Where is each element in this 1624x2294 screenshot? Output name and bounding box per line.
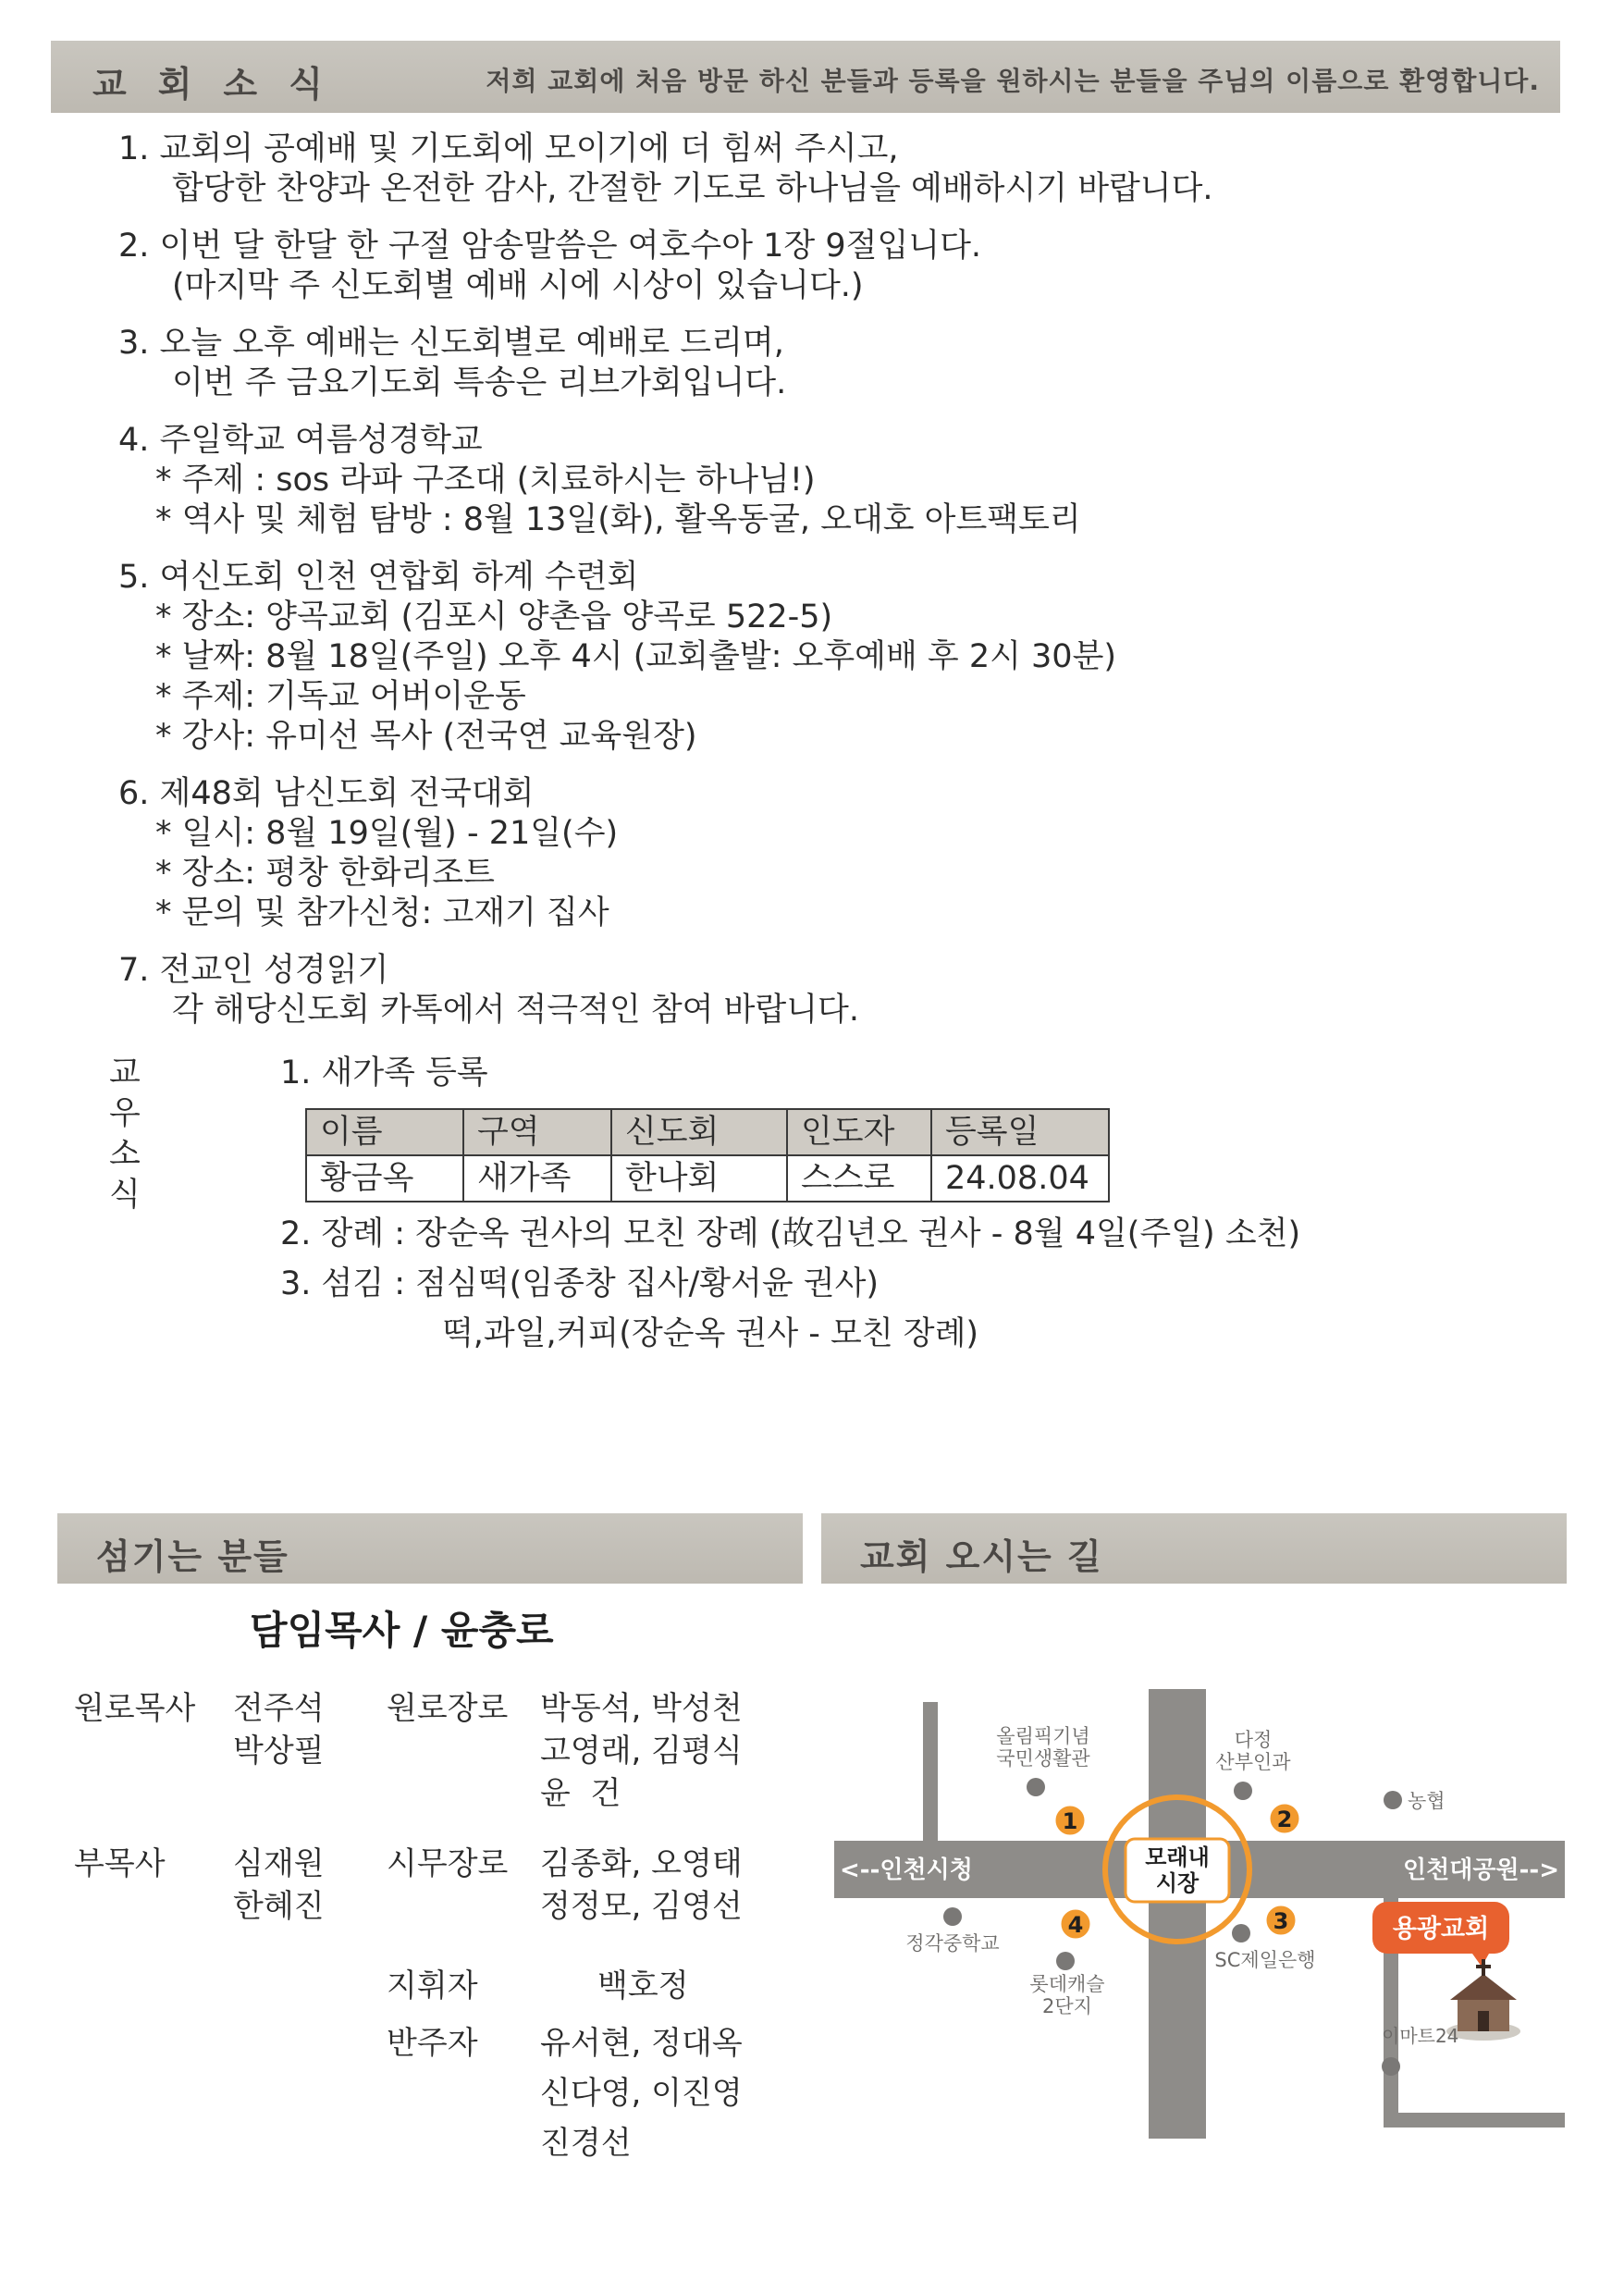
notice-continuation: 합당한 찬양과 온전한 감사, 간절한 기도로 하나님을 예배하시기 바랍니다. — [172, 170, 1213, 207]
notice-bullet: * 문의 및 참가신청: 고재기 집사 — [155, 894, 609, 931]
role-name: 김종화, 오영태 — [540, 1845, 743, 1882]
role-name: 박상필 — [233, 1733, 325, 1770]
poi-label: 정각중학교 — [905, 1932, 1000, 1955]
directions-band — [821, 1513, 1567, 1584]
funeral-notice: 2. 장례 : 장순옥 권사의 모친 장례 (故김년오 권사 - 8월 4일(주일) 소천) — [280, 1215, 1301, 1252]
side-road-bottom — [1384, 2113, 1565, 2128]
table-cell: 24.08.04 — [931, 1155, 1109, 1202]
directions-map — [834, 1689, 1565, 2139]
poi-label: 올림픽기념 — [996, 1725, 1090, 1747]
new-family-table — [305, 1108, 1110, 1202]
notice-bullet: * 장소: 평창 한화리조트 — [155, 855, 495, 892]
notice-heading: 2. 이번 달 한달 한 구절 암송말씀은 여호수아 1장 9절입니다. — [118, 228, 982, 265]
table-header-row — [306, 1109, 1109, 1155]
members-news-label: 교우소식 — [109, 1054, 141, 1214]
poi-dot — [1234, 1782, 1252, 1800]
notice-item — [118, 227, 1506, 306]
role-label: 원로목사 — [74, 1690, 196, 1727]
east-road-label: 인천대공원--> — [1403, 1856, 1559, 1884]
market-label: 시장 — [1155, 1870, 1200, 1896]
side-road-nw — [923, 1702, 938, 1841]
notice-heading: 7. 전교인 성경읽기 — [118, 952, 389, 989]
poi-label: 농협 — [1408, 1790, 1446, 1812]
notice-heading: 3. 오늘 오후 예배는 신도회별로 예배로 드리며, — [118, 325, 784, 362]
poi-dot — [1056, 1952, 1075, 1970]
exit-number: 1 — [1062, 1808, 1078, 1834]
notice-bullet: * 일시: 8월 19일(월) - 21일(수) — [155, 815, 619, 852]
notice-heading: 5. 여신도회 인천 연합회 하계 수련회 — [118, 559, 639, 596]
notice-list — [118, 130, 1506, 1048]
section-title: 교회소식 — [92, 64, 354, 105]
poi-label: 이마트24 — [1382, 2025, 1459, 2047]
poi-label: 롯데캐슬 — [1029, 1973, 1105, 1995]
role-name: 유서현, 정대옥 — [540, 2025, 743, 2062]
staff-band — [57, 1513, 803, 1584]
poi-label: 2단지 — [1042, 1995, 1092, 2017]
notice-heading: 6. 제48회 남신도회 전국대회 — [118, 775, 535, 812]
table-header-cell: 인도자 — [787, 1109, 931, 1155]
role-label: 원로장로 — [387, 1690, 509, 1727]
exit-number: 3 — [1273, 1908, 1289, 1934]
poi-dot — [1027, 1778, 1045, 1796]
poi-dot — [1384, 1791, 1402, 1809]
role-name: 심재원 — [233, 1845, 325, 1882]
notice-item — [118, 558, 1506, 757]
table-cell: 황금옥 — [306, 1155, 463, 1202]
role-name: 윤 건 — [540, 1775, 621, 1812]
notice-continuation: 이번 주 금요기도회 특송은 리브가회입니다. — [172, 364, 787, 401]
poi-dot — [1232, 1924, 1250, 1942]
notice-item — [118, 130, 1506, 209]
notice-bullet: * 장소: 양곡교회 (김포시 양촌읍 양곡로 522-5) — [155, 598, 833, 635]
role-label: 부목사 — [74, 1845, 166, 1882]
role-label: 시무장로 — [387, 1845, 509, 1882]
notice-bullet: * 강사: 유미선 목사 (전국연 교육원장) — [155, 718, 697, 755]
role-name: 박동석, 박성천 — [540, 1690, 743, 1727]
notice-bullet: * 역사 및 체험 탐방 : 8월 13일(화), 활옥동굴, 오대호 아트팩토리 — [155, 501, 1081, 538]
notice-heading: 4. 주일학교 여름성경학교 — [118, 422, 483, 459]
new-family-heading: 1. 새가족 등록 — [280, 1054, 488, 1092]
role-name: 전주석 — [233, 1690, 325, 1727]
notice-continuation: 각 해당신도회 카톡에서 적극적인 참여 바랍니다. — [172, 992, 859, 1029]
welcome-message: 저희 교회에 처음 방문 하신 분들과 등록을 원하시는 분들을 주님의 이름으로 환영합니다. — [486, 66, 1540, 96]
role-name: 백호정 — [597, 1967, 689, 2004]
notice-bullet: * 주제 : sos 라파 구조대 (치료하시는 하나님!) — [155, 462, 816, 499]
role-name: 고영래, 김평식 — [540, 1733, 743, 1770]
exit-number: 2 — [1276, 1807, 1293, 1832]
notice-bullet: * 날짜: 8월 18일(주일) 오후 4시 (교회출발: 오후예배 후 2시 30분) — [155, 638, 1117, 675]
west-road-label: <--인천시청 — [840, 1856, 973, 1884]
table-cell: 한나회 — [611, 1155, 787, 1202]
notice-heading: 1. 교회의 공예배 및 기도회에 모이기에 더 힘써 주시고, — [118, 130, 899, 167]
service-notice: 3. 섬김 : 점심떡(임종창 집사/황서윤 권사) — [280, 1265, 880, 1302]
poi-label: 산부인과 — [1215, 1751, 1291, 1773]
notice-continuation: (마지막 주 신도회별 예배 시에 시상이 있습니다.) — [172, 267, 864, 304]
poi-label: 국민생활관 — [996, 1747, 1090, 1770]
church-label: 용광교회 — [1392, 1915, 1490, 1943]
church-badge-pointer — [1472, 1954, 1489, 1967]
staff-heading: 섬기는 분들 — [96, 1536, 289, 1577]
table-header-cell: 등록일 — [931, 1109, 1109, 1155]
directions-heading: 교회 오시는 길 — [860, 1536, 1103, 1577]
role-name: 정정모, 김영선 — [540, 1888, 743, 1925]
role-name: 진경선 — [540, 2125, 632, 2162]
table-cell: 스스로 — [787, 1155, 931, 1202]
senior-pastor: 담임목사 / 윤충로 — [250, 1608, 554, 1653]
poi-dot — [1382, 2057, 1400, 2076]
notice-item — [118, 951, 1506, 1030]
table-header-cell: 구역 — [463, 1109, 611, 1155]
market-label: 모래내 — [1145, 1844, 1210, 1870]
poi-dot — [943, 1907, 962, 1926]
poi-label: 다정 — [1234, 1729, 1273, 1751]
exit-number: 4 — [1067, 1912, 1084, 1938]
notice-bullet: * 주제: 기독교 어버이운동 — [155, 678, 526, 715]
table-cell: 새가족 — [463, 1155, 611, 1202]
header-band — [51, 41, 1560, 113]
table-row — [306, 1155, 1109, 1202]
poi-label: SC제일은행 — [1214, 1949, 1316, 1971]
role-label: 지휘자 — [387, 1967, 478, 2004]
service-notice-cont: 떡,과일,커피(장순옥 권사 - 모친 장례) — [442, 1315, 979, 1352]
table-header-cell: 신도회 — [611, 1109, 787, 1155]
notice-item — [118, 324, 1506, 403]
vertical-road — [1149, 1689, 1206, 2139]
role-label: 반주자 — [387, 2025, 478, 2062]
table-header-cell: 이름 — [306, 1109, 463, 1155]
role-name: 한혜진 — [233, 1888, 325, 1925]
notice-item — [118, 421, 1506, 540]
role-name: 신다영, 이진영 — [540, 2075, 743, 2112]
notice-item — [118, 774, 1506, 933]
